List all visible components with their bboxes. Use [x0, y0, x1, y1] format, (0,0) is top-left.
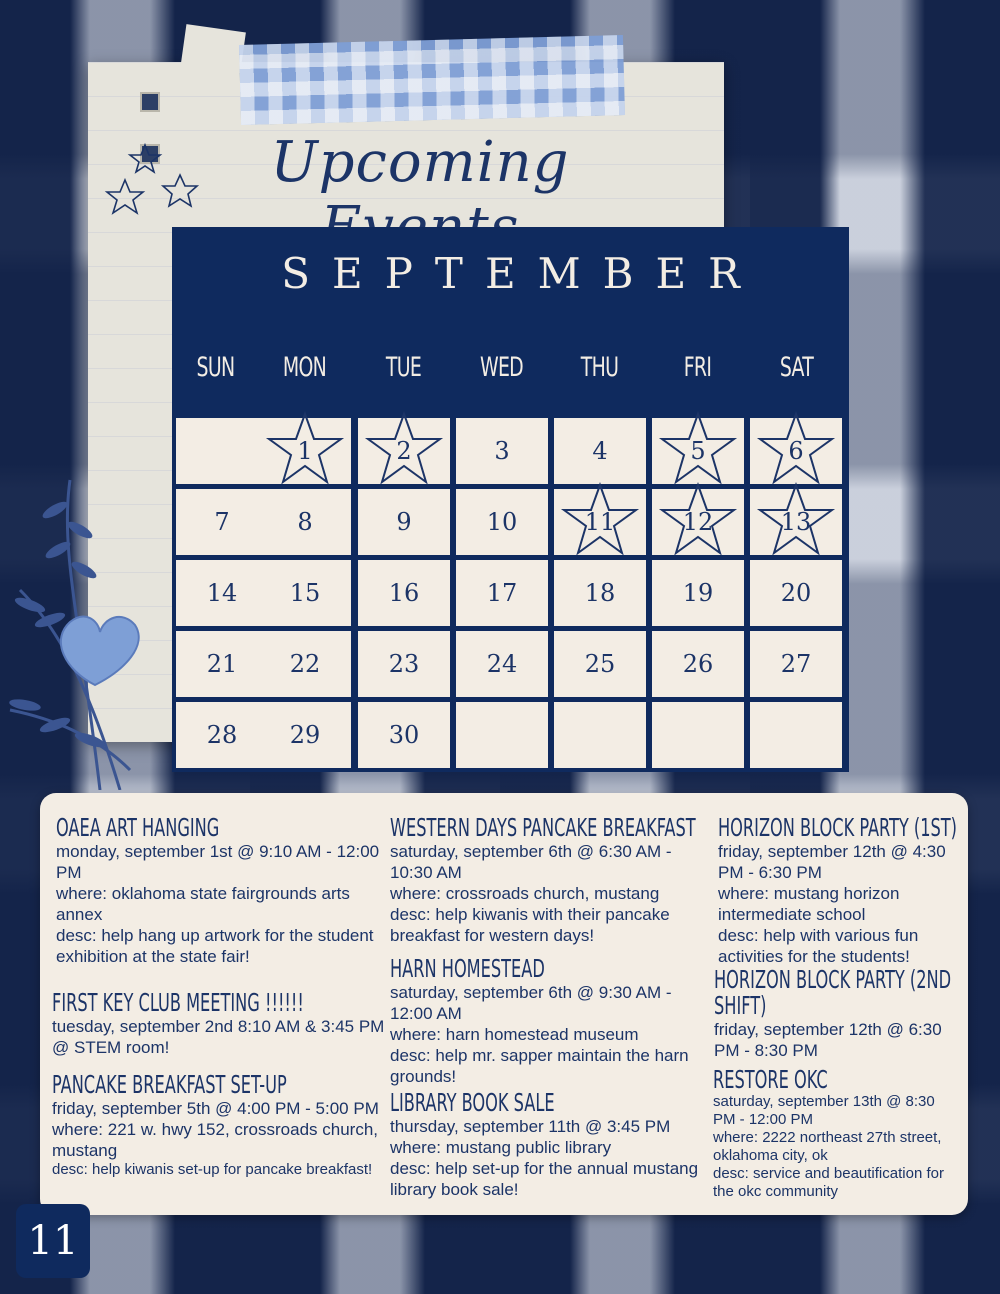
calendar-day-cell — [554, 489, 646, 555]
calendar-day-cell — [358, 631, 450, 697]
calendar-day-number: 14 — [206, 579, 238, 607]
calendar-day-cell — [176, 418, 268, 484]
calendar-day-number: 30 — [388, 721, 420, 749]
calendar-day-cell — [358, 560, 450, 626]
weekday-label: MON — [282, 352, 327, 383]
calendar-day-number: 28 — [206, 721, 238, 749]
calendar-day-number: 22 — [289, 650, 321, 678]
event-title: HARN HOMESTEAD — [390, 954, 545, 983]
event-harn-homestead — [390, 956, 708, 1087]
calendar-day-number: 24 — [486, 650, 518, 678]
calendar-day-number: 26 — [682, 650, 714, 678]
calendar-day-number: 11 — [584, 508, 616, 536]
calendar — [172, 227, 849, 772]
calendar-day-cell — [750, 560, 842, 626]
gingham-tape — [239, 35, 625, 125]
event-desc: desc: help with various fun activities for the students! — [718, 926, 919, 966]
event-date: friday, september 12th @ 4:30 PM - 6:30 PM — [718, 842, 946, 882]
event-first-key-club — [52, 990, 390, 1058]
fern-heart-decoration-icon — [0, 470, 170, 790]
events-panel — [40, 793, 968, 1215]
calendar-day-cell — [358, 418, 450, 484]
event-pancake-setup — [52, 1072, 392, 1179]
event-title: PANCAKE BREAKFAST SET-UP — [52, 1070, 287, 1099]
event-date: friday, september 12th @ 6:30 PM - 8:30 PM — [714, 1020, 942, 1060]
event-title: WESTERN DAYS PANCAKE BREAKFAST — [390, 813, 696, 842]
calendar-day-cell — [652, 560, 744, 626]
weekday-label: SUN — [196, 352, 235, 383]
calendar-day-number: 3 — [494, 437, 510, 465]
event-where: where: mustang public library — [390, 1138, 612, 1157]
calendar-day-cell — [358, 489, 450, 555]
calendar-month: SEPTEMBER — [281, 249, 762, 298]
event-where: where: 221 w. hwy 152, crossroads church, mustang — [52, 1120, 378, 1160]
calendar-day-cell — [176, 489, 268, 555]
event-title: FIRST KEY CLUB MEETING !!!!!! — [52, 988, 304, 1017]
event-title: HORIZON BLOCK PARTY (1ST) — [718, 813, 957, 842]
calendar-day-cell — [259, 418, 351, 484]
event-restore-okc — [713, 1067, 958, 1201]
calendar-day-cell — [456, 418, 548, 484]
calendar-day-cell — [259, 489, 351, 555]
event-date: friday, september 5th @ 4:00 PM - 5:00 PM — [52, 1099, 379, 1118]
event-date: thursday, september 11th @ 3:45 PM — [390, 1117, 671, 1136]
calendar-day-cell — [176, 631, 268, 697]
event-title: HORIZON BLOCK PARTY (2ND SHIFT) — [714, 965, 952, 1020]
calendar-day-cell — [652, 631, 744, 697]
event-oaea-art-hanging — [56, 815, 386, 967]
calendar-day-number: 21 — [206, 650, 238, 678]
event-desc: desc: help kiwanis set-up for pancake breakfast! — [52, 1161, 373, 1178]
calendar-day-cell — [750, 631, 842, 697]
calendar-day-cell — [456, 489, 548, 555]
event-title: OAEA ART HANGING — [56, 813, 220, 842]
calendar-day-cell — [456, 631, 548, 697]
weekday-label: THU — [580, 352, 619, 383]
weekday-label: TUE — [385, 352, 422, 383]
calendar-day-number: 27 — [780, 650, 812, 678]
event-where: where: 2222 northeast 27th street, oklahoma city, ok — [713, 1129, 942, 1164]
calendar-day-cell — [652, 489, 744, 555]
event-desc: desc: service and beautification for the okc community — [713, 1165, 944, 1200]
event-desc: desc: help kiwanis with their pancake breakfast for western days! — [390, 905, 670, 945]
weekday-label: FRI — [683, 352, 712, 383]
calendar-day-number: 18 — [584, 579, 616, 607]
calendar-day-cell — [259, 631, 351, 697]
torn-paper-corner — [178, 24, 246, 92]
calendar-day-cell — [554, 631, 646, 697]
weekday-label: SAT — [779, 352, 814, 383]
calendar-day-number: 1 — [297, 437, 313, 465]
event-where: where: harn homestead museum — [390, 1025, 639, 1044]
event-desc: desc: help set-up for the annual mustang library book sale! — [390, 1159, 699, 1199]
calendar-day-number: 12 — [682, 508, 714, 536]
calendar-day-cell — [554, 702, 646, 768]
calendar-day-cell — [456, 702, 548, 768]
calendar-day-number: 23 — [388, 650, 420, 678]
event-where: where: mustang horizon intermediate school — [718, 884, 900, 924]
event-date: saturday, september 6th @ 9:30 AM - 12:00 AM — [390, 983, 672, 1023]
calendar-day-number: 8 — [297, 508, 313, 536]
calendar-day-cell — [554, 560, 646, 626]
event-date: tuesday, september 2nd 8:10 AM & 3:45 PM @ STEM room! — [52, 1017, 385, 1057]
event-desc: desc: help mr. sapper maintain the harn grounds! — [390, 1046, 689, 1086]
calendar-day-number: 16 — [388, 579, 420, 607]
calendar-day-cell — [176, 702, 268, 768]
calendar-day-cell — [750, 418, 842, 484]
event-horizon-block-party-2 — [714, 967, 954, 1061]
event-where: where: crossroads church, mustang — [390, 884, 660, 903]
calendar-day-number: 9 — [396, 508, 412, 536]
calendar-day-number: 29 — [289, 721, 321, 749]
paper-hole — [140, 92, 160, 112]
event-where: where: oklahoma state fairgrounds arts annex — [56, 884, 350, 924]
page-number: 11 — [16, 1204, 90, 1278]
calendar-day-number: 25 — [584, 650, 616, 678]
calendar-day-number: 19 — [682, 579, 714, 607]
calendar-day-cell — [652, 702, 744, 768]
event-title: RESTORE OKC — [713, 1065, 828, 1094]
calendar-day-cell — [652, 418, 744, 484]
event-western-days — [390, 815, 708, 946]
calendar-day-number: 17 — [486, 579, 518, 607]
event-horizon-block-party-1 — [718, 815, 958, 967]
calendar-day-number: 10 — [486, 508, 518, 536]
calendar-day-number: 13 — [780, 508, 812, 536]
calendar-day-number: 7 — [214, 508, 230, 536]
calendar-day-number: 6 — [788, 437, 804, 465]
calendar-day-cell — [176, 560, 268, 626]
calendar-day-number: 5 — [690, 437, 706, 465]
calendar-day-number: 20 — [780, 579, 812, 607]
calendar-day-cell — [259, 702, 351, 768]
calendar-day-cell — [554, 418, 646, 484]
calendar-day-cell — [456, 560, 548, 626]
event-date: monday, september 1st @ 9:10 AM - 12:00 PM — [56, 842, 380, 882]
event-library-book-sale — [390, 1090, 708, 1200]
event-date: saturday, september 13th @ 8:30 PM - 12:00 PM — [713, 1093, 935, 1128]
weekday-label: WED — [479, 352, 524, 383]
calendar-day-cell — [259, 560, 351, 626]
calendar-day-cell — [358, 702, 450, 768]
event-desc: desc: help hang up artwork for the student exhibition at the state fair! — [56, 926, 374, 966]
calendar-day-number: 4 — [592, 437, 608, 465]
calendar-day-number: 15 — [289, 579, 321, 607]
calendar-day-cell — [750, 702, 842, 768]
calendar-day-cell — [750, 489, 842, 555]
event-title: LIBRARY BOOK SALE — [390, 1088, 555, 1117]
calendar-day-number: 2 — [396, 437, 412, 465]
page-title: Upcoming — [270, 130, 570, 195]
event-date: saturday, september 6th @ 6:30 AM - 10:30 AM — [390, 842, 672, 882]
